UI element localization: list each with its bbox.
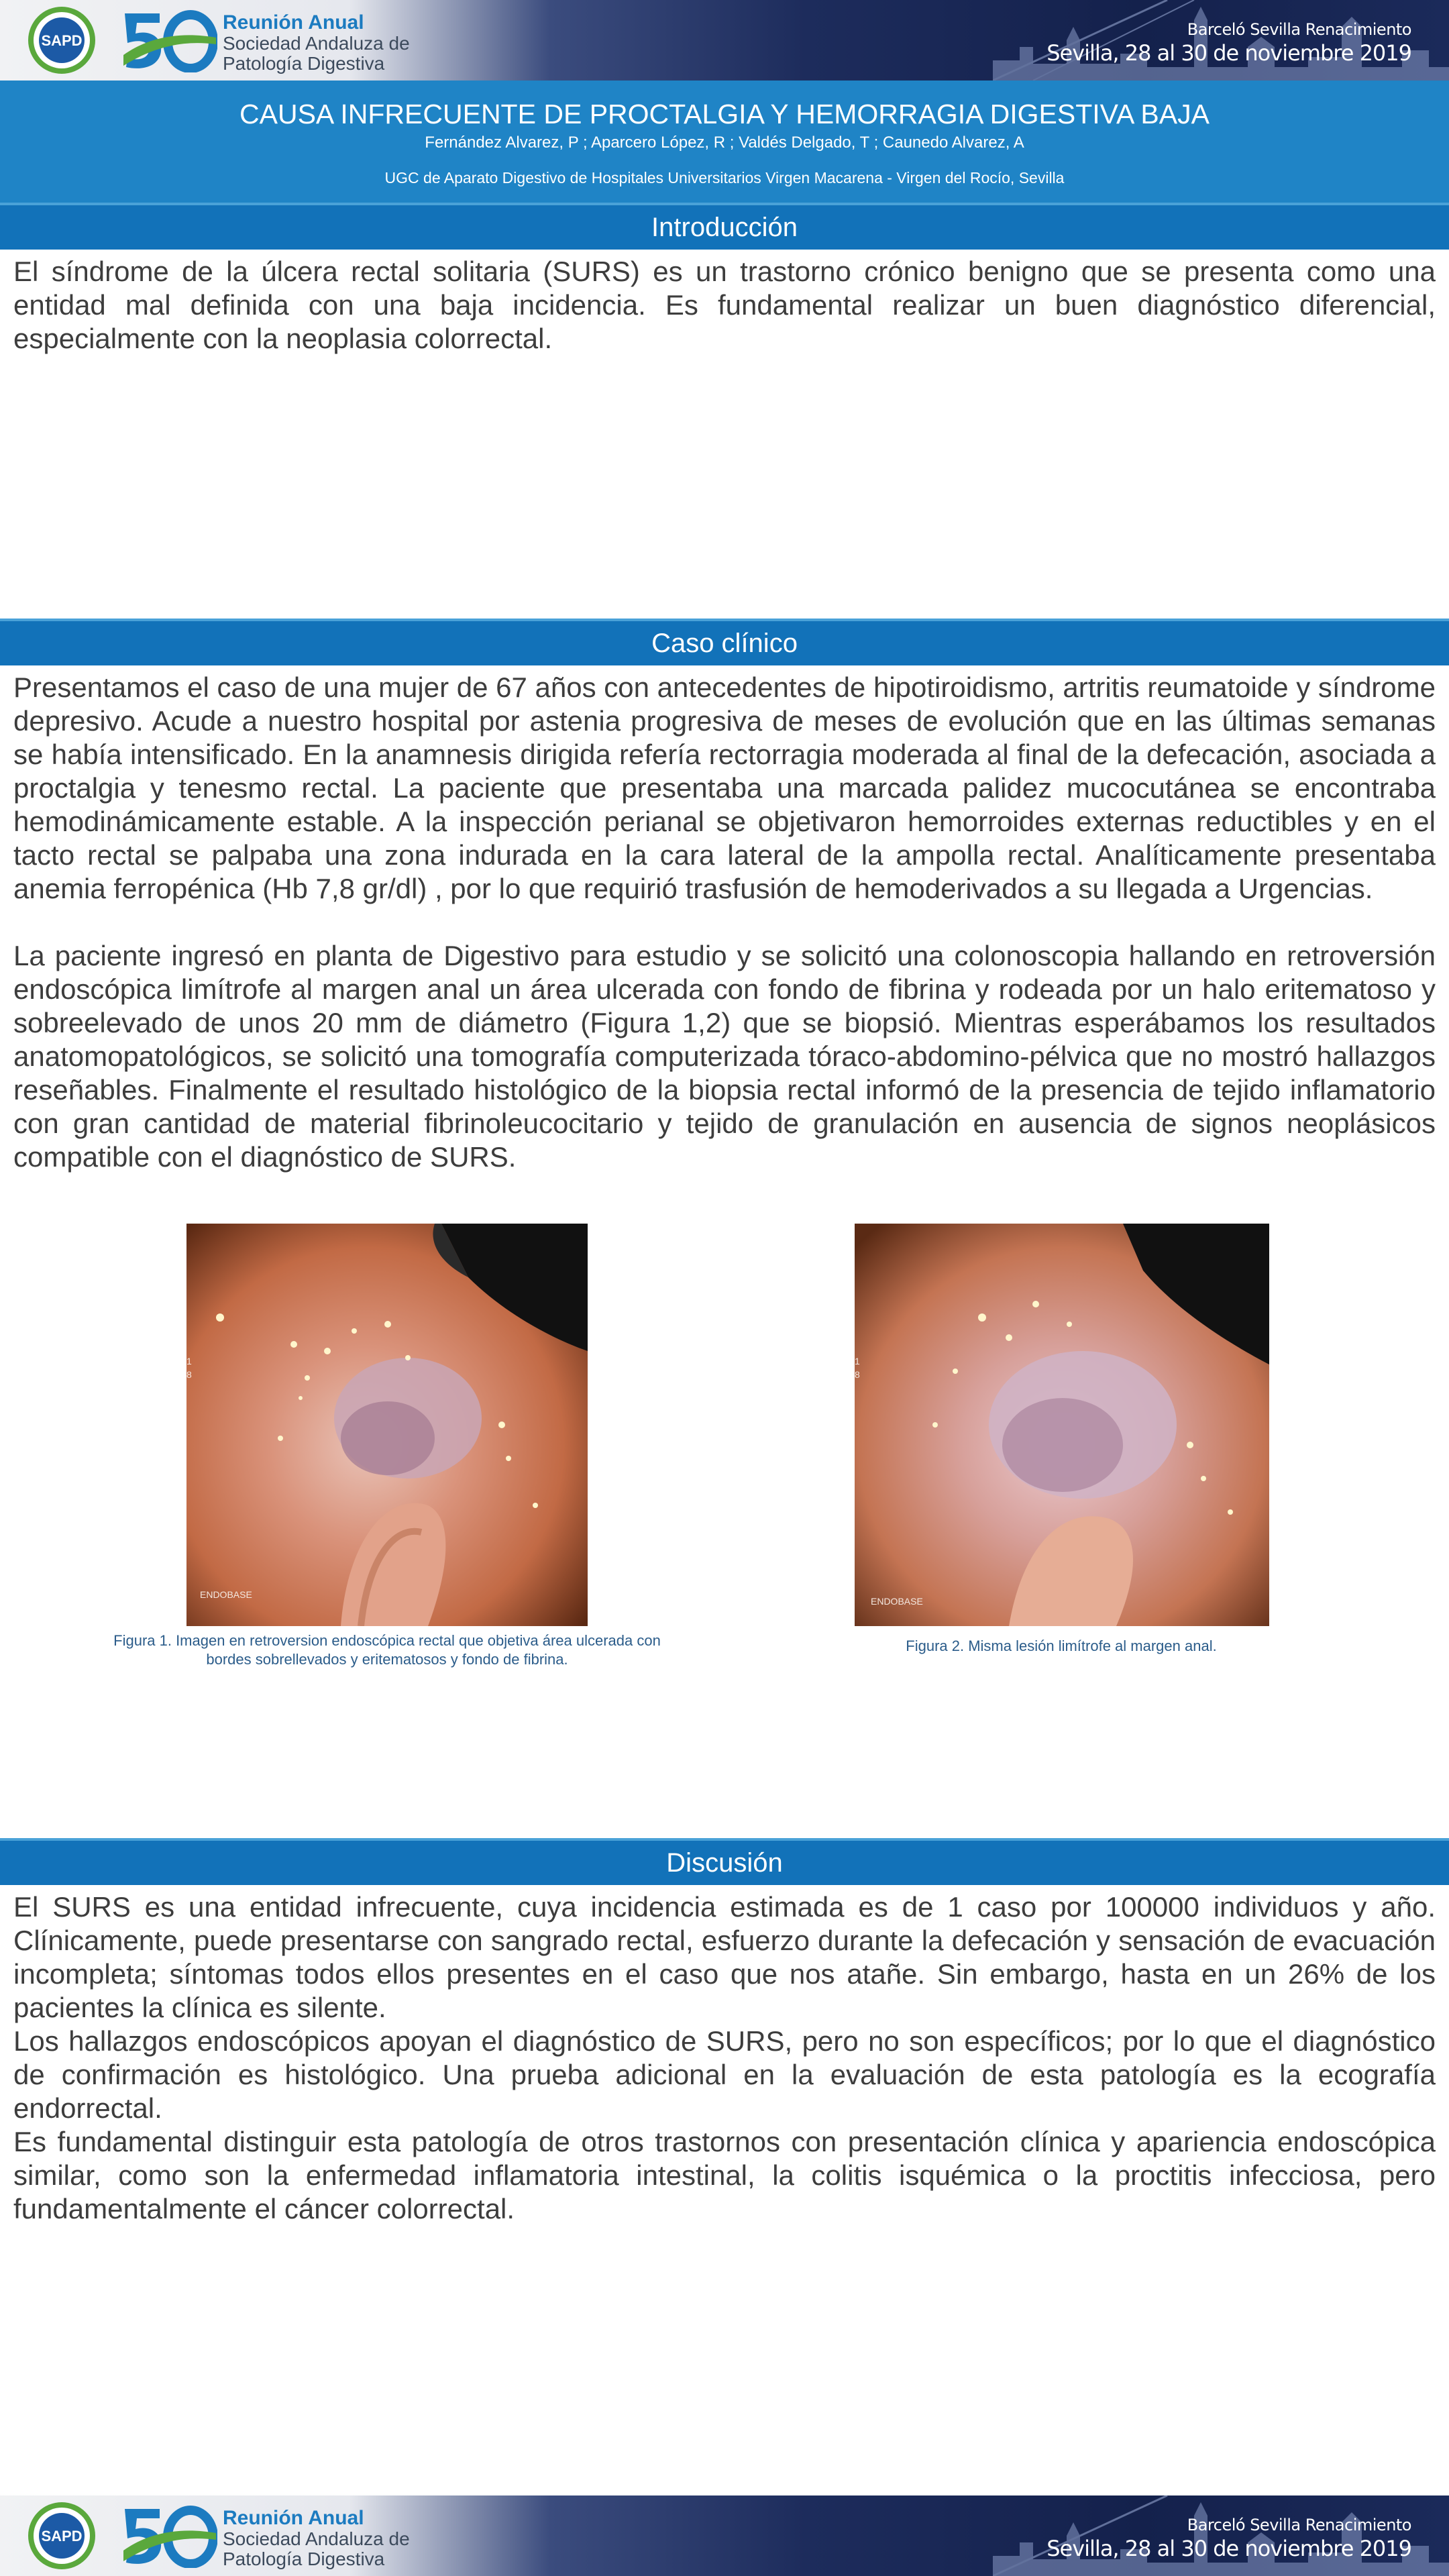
poster-header xyxy=(0,80,1449,204)
figure-1-image xyxy=(186,1224,588,1626)
fifty-anniversary-logo-icon xyxy=(118,8,217,72)
case-paragraph-2: La paciente ingresó en planta de Digestivo para estudio y se solicitó una colonoscopia hallando en retroversión endoscópica limítrofe al margen anal un área ulcerada con fondo de fibrina y rodeada por un halo eritematoso y sobreelevado de unos 20 mm de diámetro (Figura 1,2) que se biopsió. Mientras esperábamos los resultados anatomopatológicos, se solicitó una tomografía computerizada tóraco-abdomino-pélvica que no mostró hallazgos reseñables. Finalmente el resultado histológico de la biopsia rectal informó de la presencia de tejido inflamatorio con gran cantidad de material fibrinoleucocitario y tejido de granulación en ausencia de signos neoplásicos compatible con el diagnóstico de SURS. xyxy=(13,940,1436,1173)
section-heading-caso-clinico: Caso clínico xyxy=(0,621,1449,665)
sapd-logo-text: SAPD xyxy=(41,2528,83,2544)
sociedad-label: Sociedad Andaluza de xyxy=(223,2528,410,2549)
figure-1-caption: Figura 1. Imagen en retroversion endoscópica rectal que objetiva área ulcerada con bordes sobrellevados y eritematosos y fondo de fibrina. xyxy=(113,1632,661,1668)
venue-label: Barceló Sevilla Renacimiento xyxy=(1187,20,1411,39)
poster-affiliation: UGC de Aparato Digestivo de Hospitales Universitarios Virgen Macarena - Virgen del Rocío, Sevilla xyxy=(384,169,1065,186)
dates-label: Sevilla, 28 al 30 de noviembre 2019 xyxy=(1046,2536,1411,2561)
svg-text:1: 1 xyxy=(855,1356,860,1366)
reunion-anual-label: Reunión Anual xyxy=(223,11,364,34)
sapd-logo-icon xyxy=(27,2501,97,2571)
endoscopy-image-icon xyxy=(855,1224,1269,1626)
endoscopy-image-icon xyxy=(186,1224,588,1626)
fifty-anniversary-logo-icon xyxy=(118,2504,217,2568)
patologia-label: Patología Digestiva xyxy=(223,2548,385,2569)
endobase-label: ENDOBASE xyxy=(871,1596,923,1607)
reunion-anual-label: Reunión Anual xyxy=(223,2507,364,2529)
patologia-label: Patología Digestiva xyxy=(223,53,385,74)
bottom-banner xyxy=(0,2496,1449,2576)
discussion-paragraph-1: El SURS es una entidad infrecuente, cuya incidencia estimada es de 1 caso por 100000 individuos y año. Clínicamente, puede presentarse con sangrado rectal, esfuerzo durante la defecación y sensación de evacuación incompleta; síntomas todos ellos presentes en el caso que nos atañe. Sin embargo, hasta en un 26% de los pacientes la clínica es silente. xyxy=(13,1891,1436,2023)
discussion-paragraph-3: Es fundamental distinguir esta patología de otros trastornos con presentación clínica y apariencia endoscópica similar, como son la enfermedad inflamatoria intestinal, la colitis isquémica o la proctitis infecciosa, pero fundamentalmente el cáncer colorrectal. xyxy=(13,2126,1436,2224)
intro-paragraph: El síndrome de la úlcera rectal solitaria (SURS) es un trastorno crónico benigno que se presenta como una entidad mal definida con una baja incidencia. Es fundamental realizar un buen diagnóstico diferencial, especialmente con la neoplasia colorrectal. xyxy=(13,256,1436,354)
figure-2-image xyxy=(855,1224,1269,1626)
dates-label: Sevilla, 28 al 30 de noviembre 2019 xyxy=(1046,40,1411,66)
figure-2-caption: Figura 2. Misma lesión limítrofe al margen anal. xyxy=(906,1638,1217,1654)
discussion-paragraph-2: Los hallazgos endoscópicos apoyan el diagnóstico de SURS, pero no son específicos; por lo que el diagnóstico de confirmación es histológico. Una prueba adicional en la evaluación de esta patología es la ecografía endorrectal. xyxy=(13,2025,1436,2124)
sapd-logo-icon xyxy=(27,5,97,75)
top-banner xyxy=(0,0,1449,80)
svg-text:1: 1 xyxy=(186,1356,192,1366)
poster-title: CAUSA INFRECUENTE DE PROCTALGIA Y HEMORRAGIA DIGESTIVA BAJA xyxy=(239,99,1210,129)
section-heading-discusion: Discusión xyxy=(0,1841,1449,1885)
venue-label: Barceló Sevilla Renacimiento xyxy=(1187,2516,1411,2534)
svg-text:8: 8 xyxy=(855,1369,860,1380)
section-heading-introduccion: Introducción xyxy=(0,205,1449,250)
endobase-label: ENDOBASE xyxy=(200,1589,252,1600)
sociedad-label: Sociedad Andaluza de xyxy=(223,33,410,54)
banner-watermark xyxy=(416,7,1020,74)
sapd-logo-text: SAPD xyxy=(41,32,83,49)
case-paragraph-1: Presentamos el caso de una mujer de 67 años con antecedentes de hipotiroidismo, artritis reumatoide y síndrome depresivo. Acude a nuestro hospital por astenia progresiva de meses de evolución que en las últimas semanas se había intensificado. En la anamnesis dirigida refería rectorragia moderada al final de la defecación, asociada a proctalgia y tenesmo rectal. La paciente que presentaba una marcada palidez mucocutánea se encontraba hemodinámicamente estable. A la inspección perianal se objetivaron hemorroides externas reductibles y en el tacto rectal se palpaba una zona indurada en la cara lateral de la ampolla rectal. Analíticamente presentaba anemia ferropénica (Hb 7,8 gr/dl) , por lo que requirió trasfusión de hemoderivados a su llegada a Urgencias. xyxy=(13,672,1436,904)
svg-text:8: 8 xyxy=(186,1369,192,1380)
poster-authors: Fernández Alvarez, P ; Aparcero López, R ; Valdés Delgado, T ; Caunedo Alvarez, A xyxy=(425,133,1024,152)
